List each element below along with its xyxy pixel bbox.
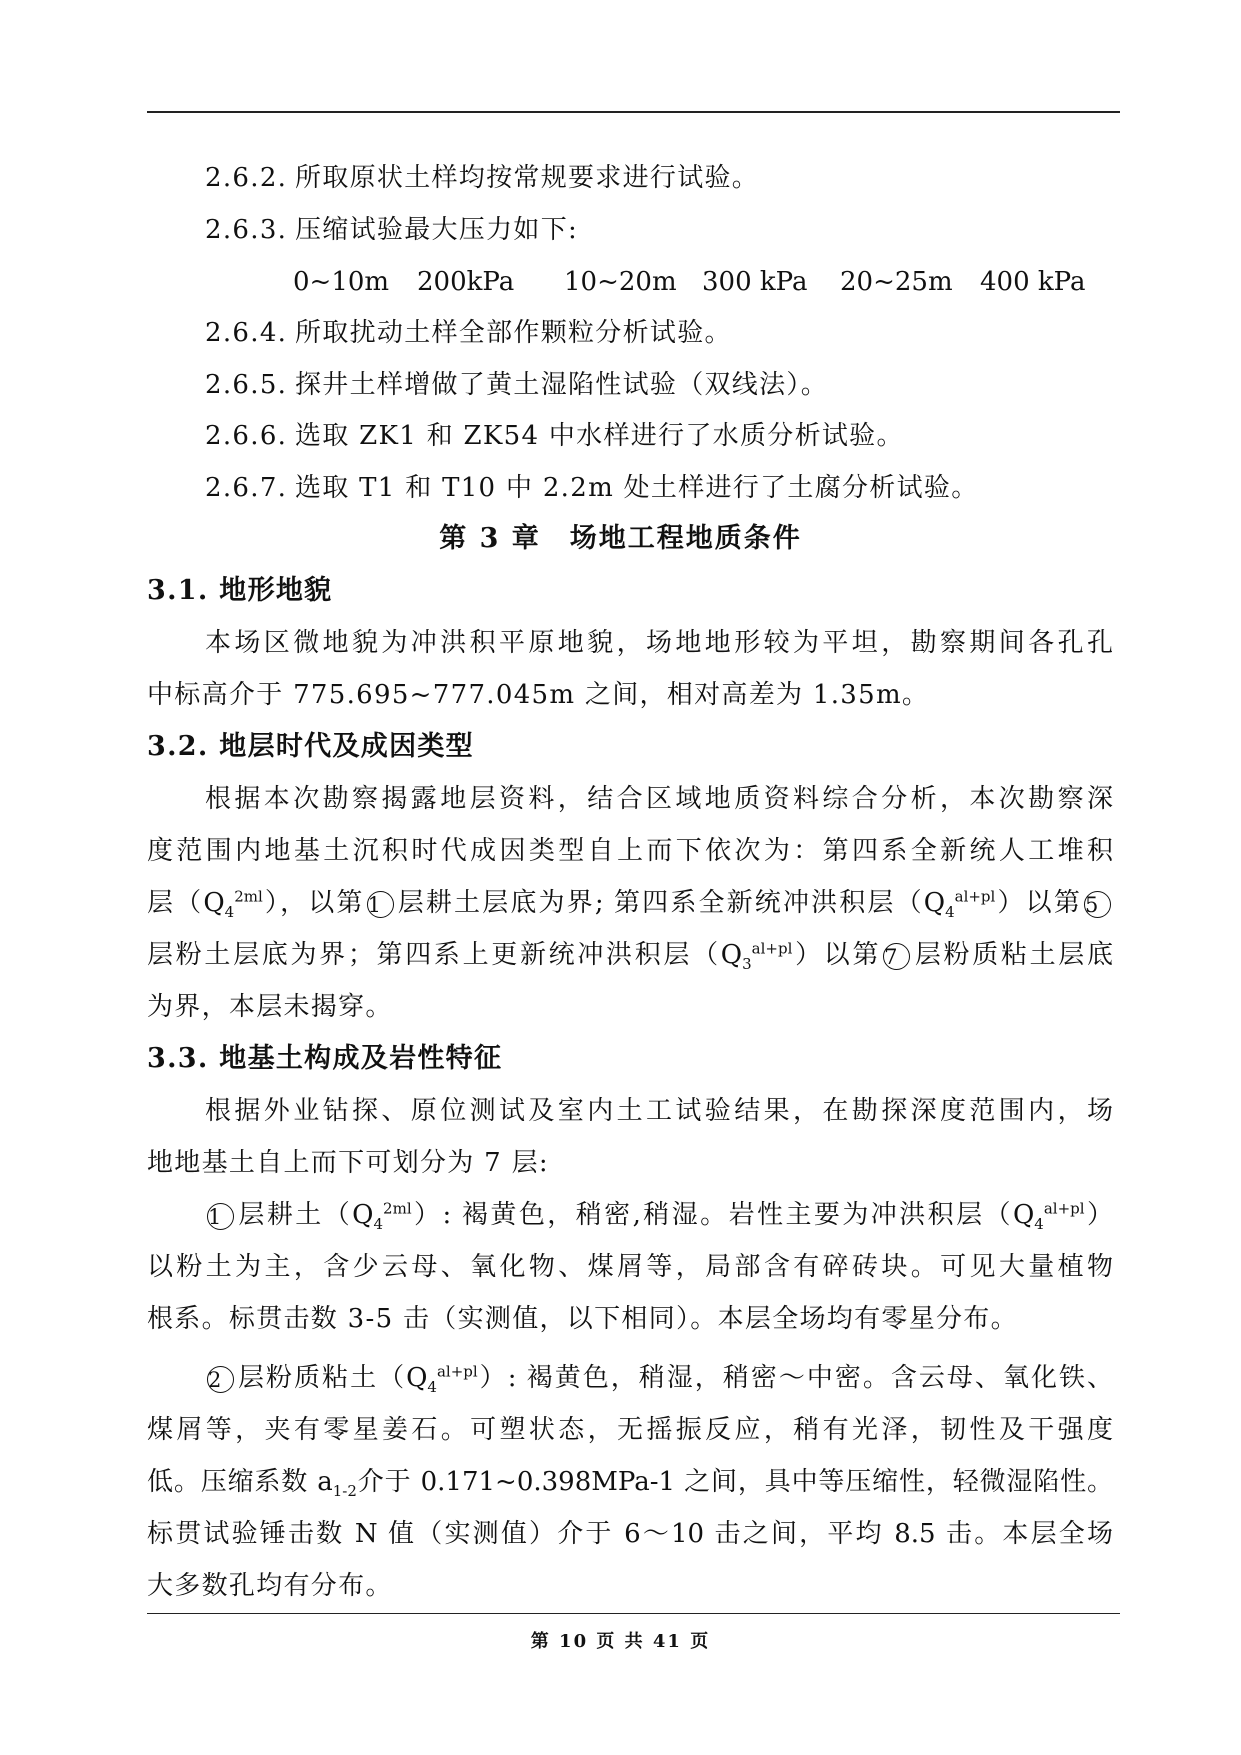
paragraph-line: 中标高介于 775.695~777.045m 之间，相对高差为 1.35m。 [147,680,930,710]
item-2-6-2 [205,163,759,193]
item-2-6-5 [205,370,828,400]
paragraph-line: 地地基土自上而下可划分为 7 层: [147,1148,549,1178]
item-text: 所取扰动土样全部作颗粒分析试验。 [295,318,732,348]
paragraph-line: 低。压缩系数 $a_{1-2}$介于 0.171~0.398MPa-1 之间，具中等压缩性，轻微湿陷性。 [147,1467,1113,1501]
item-2-6-7 [205,473,979,503]
circled-number-icon: 5 [1084,891,1111,918]
paragraph-line: 度范围内地基土沉积时代成因类型自上而下依次为：第四系全新统人工堆积 [147,836,1113,866]
item-number: 2.6.5. [205,370,288,400]
item-text: 所取原状土样均按常规要求进行试验。 [295,163,760,193]
paragraph-line: 根系。标贯击数 3-5 击（实测值，以下相同）。本层全场均有零星分布。 [147,1304,1018,1334]
section-heading-3-3: 3.3. 地基土构成及岩性特征 [147,1043,503,1074]
section-heading-3-2: 3.2. 地层时代及成因类型 [147,731,474,762]
paragraph-line: 1 层耕土$(Q_4^{2ml})$: 褐黄色，稍密,稍湿。岩性主要为冲洪积层$(Q_4^{al+pl})$ [208,1199,1113,1234]
depth-range: 20~25m [840,267,953,297]
item-text: 压缩试验最大压力如下: [295,215,579,245]
circled-number-icon: 7 [883,943,910,970]
paragraph-line: 煤屑等，夹有零星姜石。可塑状态，无摇振反应，稍有光泽，韧性及干强度 [147,1415,1113,1445]
pressure-value: 200kPa [417,267,515,297]
pressure-value: 300 kPa [702,267,808,297]
header-rule [147,111,1120,113]
item-number: 2.6.3. [205,215,288,245]
pressure-value: 400 kPa [980,267,1086,297]
page-number: 第 10 页 共 41 页 [530,1631,711,1652]
paragraph-line: 根据本次勘察揭露地层资料，结合区域地质资料综合分析，本次勘察深 [205,784,1113,814]
item-2-6-6 [205,421,904,451]
chapter-title: 第 3 章 场地工程地质条件 [439,523,802,554]
paragraph-line: 为界，本层未揭穿。 [147,992,393,1022]
paragraph-line: 以粉土为主，含少云母、氧化物、煤屑等，局部含有碎砖块。可见大量植物 [147,1252,1113,1282]
depth-range: 10~20m [564,267,677,297]
paragraph-line: 层$(Q_4^{2ml})$，以第 1 层耕土层底为界; 第四系全新统冲洪积层$(Q_4^{al+pl})$以第 5 [147,888,1113,918]
item-number: 2.6.4. [205,318,288,348]
circled-number-icon: 2 [207,1366,234,1393]
section-heading-3-1: 3.1. 地形地貌 [147,575,333,606]
paragraph-line: 层粉土层底为界；第四系上更新统冲洪积层$(Q_3^{al+pl})$以第 7 层粉质粘土层底 [147,939,1113,974]
depth-range: 0~10m [293,267,390,297]
pressure-row [293,267,1085,297]
item-text: 探井土样增做了黄土湿陷性试验（双线法）。 [295,370,829,400]
paragraph-line: 大多数孔均有分布。 [147,1571,393,1601]
circled-number-icon: 1 [367,891,394,918]
paragraph-line: 本场区微地貌为冲洪积平原地貌，场地地形较为平坦，勘察期间各孔孔 [205,628,1113,658]
paragraph-line: 2 层粉质粘土$(Q_4^{al+pl})$: 褐黄色，稍湿，稍密～中密。含云母、氧化铁、 [208,1362,1113,1397]
item-2-6-3 [205,215,578,245]
paragraph-line: 标贯试验锤击数 N 值（实测值）介于 6～10 击之间，平均 8.5 击。本层全场 [147,1519,1113,1549]
item-text: 选取 ZK1 和 ZK54 中水样进行了水质分析试验。 [295,421,904,451]
item-number: 2.6.2. [205,163,288,193]
item-2-6-4 [205,318,732,348]
item-number: 2.6.7. [205,473,288,503]
item-number: 2.6.6. [205,421,288,451]
item-text: 选取 T1 和 T10 中 2.2m 处土样进行了土腐分析试验。 [295,473,979,503]
footer-rule [147,1613,1120,1614]
circled-number-icon: 1 [207,1203,234,1230]
paragraph-line: 根据外业钻探、原位测试及室内土工试验结果，在勘探深度范围内，场 [205,1096,1113,1126]
